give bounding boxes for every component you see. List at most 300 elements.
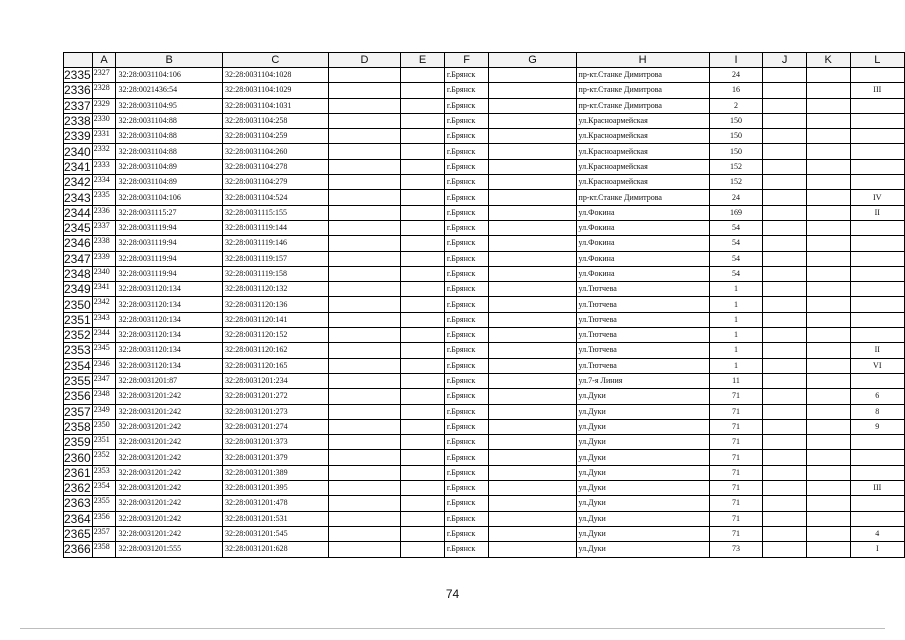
cell-b-cadastral-parent[interactable]: 32:28:0031120:134 <box>116 358 222 373</box>
cell-k[interactable] <box>806 129 850 144</box>
cell-k[interactable] <box>806 450 850 465</box>
cell-l[interactable] <box>850 144 904 159</box>
cell-g[interactable] <box>489 220 576 235</box>
cell-g[interactable] <box>489 266 576 281</box>
cell-g[interactable] <box>489 328 576 343</box>
cell-l[interactable] <box>850 373 904 388</box>
cell-k[interactable] <box>806 220 850 235</box>
cell-c-cadastral-number[interactable]: 32:28:0031104:1031 <box>222 98 328 113</box>
row-number[interactable]: 2365 <box>64 527 91 542</box>
cell-f-city[interactable]: г.Брянск <box>444 144 489 159</box>
cell-e[interactable] <box>401 266 445 281</box>
cell-f-city[interactable]: г.Брянск <box>444 465 489 480</box>
cell-k[interactable] <box>806 190 850 205</box>
cell-i-house[interactable]: 54 <box>709 236 762 251</box>
cell-d[interactable] <box>328 496 401 511</box>
cell-f-city[interactable]: г.Брянск <box>444 343 489 358</box>
cell-l[interactable] <box>850 98 904 113</box>
row-number[interactable]: 2341 <box>64 159 91 174</box>
cell-a[interactable]: 2358 <box>92 542 116 557</box>
cell-d[interactable] <box>328 190 401 205</box>
cell-b-cadastral-parent[interactable]: 32:28:0031115:27 <box>116 205 222 220</box>
cell-e[interactable] <box>401 251 445 266</box>
cell-h-street[interactable]: ул.7-я Линия <box>576 373 709 388</box>
cell-f-city[interactable]: г.Брянск <box>444 159 489 174</box>
cell-i-house[interactable]: 71 <box>709 526 762 541</box>
cell-b-cadastral-parent[interactable]: 32:28:0031201:87 <box>116 373 222 388</box>
cell-i-house[interactable]: 71 <box>709 419 762 434</box>
cell-a[interactable]: 2332 <box>92 144 116 159</box>
cell-a[interactable]: 2345 <box>92 343 116 358</box>
cell-d[interactable] <box>328 526 401 541</box>
cell-g[interactable] <box>489 435 576 450</box>
cell-j[interactable] <box>763 328 807 343</box>
cell-e[interactable] <box>401 343 445 358</box>
column-header[interactable]: K <box>806 53 850 68</box>
cell-h-street[interactable]: ул.Дуки <box>576 481 709 496</box>
cell-e[interactable] <box>401 190 445 205</box>
row-number[interactable]: 2336 <box>64 83 91 98</box>
row-number[interactable]: 2363 <box>64 496 91 511</box>
cell-e[interactable] <box>401 129 445 144</box>
cell-j[interactable] <box>763 282 807 297</box>
cell-a[interactable]: 2342 <box>92 297 116 312</box>
cell-b-cadastral-parent[interactable]: 32:28:0031120:134 <box>116 312 222 327</box>
cell-l[interactable] <box>850 328 904 343</box>
cell-i-house[interactable]: 150 <box>709 129 762 144</box>
cell-b-cadastral-parent[interactable]: 32:28:0031201:242 <box>116 419 222 434</box>
cell-c-cadastral-number[interactable]: 32:28:0031104:1028 <box>222 68 328 83</box>
cell-a[interactable]: 2340 <box>92 266 116 281</box>
cell-a[interactable]: 2331 <box>92 129 116 144</box>
cell-a[interactable]: 2349 <box>92 404 116 419</box>
cell-k[interactable] <box>806 404 850 419</box>
cell-b-cadastral-parent[interactable]: 32:28:0031201:242 <box>116 496 222 511</box>
cell-c-cadastral-number[interactable]: 32:28:0031201:272 <box>222 389 328 404</box>
cell-g[interactable] <box>489 373 576 388</box>
cell-g[interactable] <box>489 251 576 266</box>
cell-i-house[interactable]: 1 <box>709 282 762 297</box>
cell-e[interactable] <box>401 68 445 83</box>
cell-h-street[interactable]: пр-кт.Станке Димитрова <box>576 68 709 83</box>
cell-h-street[interactable]: пр-кт.Станке Димитрова <box>576 190 709 205</box>
cell-k[interactable] <box>806 205 850 220</box>
cell-f-city[interactable]: г.Брянск <box>444 297 489 312</box>
cell-a[interactable]: 2329 <box>92 98 116 113</box>
cell-h-street[interactable]: ул.Дуки <box>576 450 709 465</box>
cell-g[interactable] <box>489 129 576 144</box>
cell-i-house[interactable]: 152 <box>709 159 762 174</box>
row-number[interactable]: 2339 <box>64 129 91 144</box>
cell-l[interactable] <box>850 236 904 251</box>
cell-e[interactable] <box>401 481 445 496</box>
cell-i-house[interactable]: 71 <box>709 496 762 511</box>
cell-d[interactable] <box>328 236 401 251</box>
cell-g[interactable] <box>489 312 576 327</box>
cell-c-cadastral-number[interactable]: 32:28:0031104:258 <box>222 113 328 128</box>
cell-i-house[interactable]: 71 <box>709 435 762 450</box>
cell-b-cadastral-parent[interactable]: 32:28:0031119:94 <box>116 251 222 266</box>
cell-k[interactable] <box>806 251 850 266</box>
column-header[interactable]: F <box>444 53 489 68</box>
cell-a[interactable]: 2346 <box>92 358 116 373</box>
cell-c-cadastral-number[interactable]: 32:28:0031115:155 <box>222 205 328 220</box>
cell-j[interactable] <box>763 312 807 327</box>
cell-a[interactable]: 2348 <box>92 389 116 404</box>
cell-c-cadastral-number[interactable]: 32:28:0031201:478 <box>222 496 328 511</box>
cell-f-city[interactable]: г.Брянск <box>444 435 489 450</box>
cell-i-house[interactable]: 73 <box>709 542 762 557</box>
cell-e[interactable] <box>401 373 445 388</box>
cell-l[interactable] <box>850 297 904 312</box>
cell-g[interactable] <box>489 542 576 557</box>
cell-c-cadastral-number[interactable]: 32:28:0031201:545 <box>222 526 328 541</box>
cell-a[interactable]: 2355 <box>92 496 116 511</box>
cell-h-street[interactable]: пр-кт.Станке Димитрова <box>576 83 709 98</box>
cell-h-street[interactable]: ул.Дуки <box>576 496 709 511</box>
cell-a[interactable]: 2336 <box>92 205 116 220</box>
cell-f-city[interactable]: г.Брянск <box>444 129 489 144</box>
cell-l[interactable]: 6 <box>850 389 904 404</box>
cell-i-house[interactable]: 1 <box>709 343 762 358</box>
column-header[interactable]: I <box>709 53 762 68</box>
cell-a[interactable]: 2352 <box>92 450 116 465</box>
cell-g[interactable] <box>489 419 576 434</box>
cell-e[interactable] <box>401 328 445 343</box>
cell-k[interactable] <box>806 266 850 281</box>
cell-h-street[interactable]: ул.Фокина <box>576 266 709 281</box>
cell-i-house[interactable]: 71 <box>709 389 762 404</box>
cell-e[interactable] <box>401 144 445 159</box>
row-number[interactable]: 2364 <box>64 511 91 526</box>
row-number[interactable]: 2350 <box>64 297 91 312</box>
cell-k[interactable] <box>806 297 850 312</box>
cell-b-cadastral-parent[interactable]: 32:28:0031119:94 <box>116 220 222 235</box>
cell-j[interactable] <box>763 404 807 419</box>
cell-h-street[interactable]: ул.Красноармейская <box>576 175 709 190</box>
cell-l[interactable] <box>850 465 904 480</box>
cell-h-street[interactable]: ул.Красноармейская <box>576 129 709 144</box>
cell-a[interactable]: 2357 <box>92 526 116 541</box>
cell-e[interactable] <box>401 205 445 220</box>
cell-k[interactable] <box>806 481 850 496</box>
cell-f-city[interactable]: г.Брянск <box>444 389 489 404</box>
cell-l[interactable]: 8 <box>850 404 904 419</box>
cell-i-house[interactable]: 71 <box>709 511 762 526</box>
cell-i-house[interactable]: 24 <box>709 190 762 205</box>
cell-a[interactable]: 2354 <box>92 481 116 496</box>
row-number[interactable]: 2356 <box>64 389 91 404</box>
cell-d[interactable] <box>328 266 401 281</box>
cell-d[interactable] <box>328 144 401 159</box>
cell-j[interactable] <box>763 83 807 98</box>
cell-j[interactable] <box>763 175 807 190</box>
cell-e[interactable] <box>401 98 445 113</box>
cell-c-cadastral-number[interactable]: 32:28:0031201:373 <box>222 435 328 450</box>
cell-e[interactable] <box>401 389 445 404</box>
row-number[interactable]: 2353 <box>64 343 91 358</box>
cell-k[interactable] <box>806 144 850 159</box>
cell-h-street[interactable]: ул.Дуки <box>576 511 709 526</box>
cell-f-city[interactable]: г.Брянск <box>444 113 489 128</box>
cell-l[interactable]: III <box>850 83 904 98</box>
cell-i-house[interactable]: 1 <box>709 297 762 312</box>
cell-i-house[interactable]: 24 <box>709 68 762 83</box>
cell-l[interactable] <box>850 450 904 465</box>
cell-g[interactable] <box>489 404 576 419</box>
cell-b-cadastral-parent[interactable]: 32:28:0031120:134 <box>116 343 222 358</box>
cell-j[interactable] <box>763 236 807 251</box>
column-header[interactable]: H <box>576 53 709 68</box>
cell-g[interactable] <box>489 68 576 83</box>
cell-c-cadastral-number[interactable]: 32:28:0031104:524 <box>222 190 328 205</box>
cell-j[interactable] <box>763 542 807 557</box>
row-number[interactable]: 2335 <box>64 68 91 83</box>
cell-j[interactable] <box>763 526 807 541</box>
cell-g[interactable] <box>489 159 576 174</box>
cell-d[interactable] <box>328 297 401 312</box>
cell-c-cadastral-number[interactable]: 32:28:0031201:274 <box>222 419 328 434</box>
cell-d[interactable] <box>328 68 401 83</box>
row-number[interactable]: 2346 <box>64 236 91 251</box>
row-number[interactable]: 2348 <box>64 267 91 281</box>
cell-k[interactable] <box>806 68 850 83</box>
cell-a[interactable]: 2341 <box>92 282 116 297</box>
cell-b-cadastral-parent[interactable]: 32:28:0031201:242 <box>116 511 222 526</box>
cell-i-house[interactable]: 2 <box>709 98 762 113</box>
cell-l[interactable] <box>850 129 904 144</box>
cell-g[interactable] <box>489 144 576 159</box>
cell-b-cadastral-parent[interactable]: 32:28:0031201:555 <box>116 542 222 557</box>
cell-e[interactable] <box>401 83 445 98</box>
cell-h-street[interactable]: ул.Дуки <box>576 465 709 480</box>
cell-a[interactable]: 2353 <box>92 465 116 480</box>
cell-a[interactable]: 2350 <box>92 419 116 434</box>
cell-l[interactable] <box>850 496 904 511</box>
cell-j[interactable] <box>763 511 807 526</box>
cell-h-street[interactable]: пр-кт.Станке Димитрова <box>576 98 709 113</box>
cell-e[interactable] <box>401 312 445 327</box>
cell-f-city[interactable]: г.Брянск <box>444 542 489 557</box>
cell-k[interactable] <box>806 83 850 98</box>
cell-g[interactable] <box>489 389 576 404</box>
cell-d[interactable] <box>328 404 401 419</box>
cell-a[interactable]: 2328 <box>92 83 116 98</box>
cell-c-cadastral-number[interactable]: 32:28:0031201:389 <box>222 465 328 480</box>
cell-b-cadastral-parent[interactable]: 32:28:0031201:242 <box>116 389 222 404</box>
cell-l[interactable]: III <box>850 481 904 496</box>
cell-f-city[interactable]: г.Брянск <box>444 358 489 373</box>
cell-h-street[interactable]: ул.Тютчева <box>576 358 709 373</box>
cell-k[interactable] <box>806 419 850 434</box>
cell-l[interactable]: 9 <box>850 419 904 434</box>
cell-a[interactable]: 2339 <box>92 251 116 266</box>
cell-j[interactable] <box>763 450 807 465</box>
cell-g[interactable] <box>489 496 576 511</box>
cell-d[interactable] <box>328 282 401 297</box>
cell-g[interactable] <box>489 358 576 373</box>
cell-j[interactable] <box>763 389 807 404</box>
cell-e[interactable] <box>401 542 445 557</box>
cell-c-cadastral-number[interactable]: 32:28:0031104:279 <box>222 175 328 190</box>
cell-j[interactable] <box>763 98 807 113</box>
cell-b-cadastral-parent[interactable]: 32:28:0031119:94 <box>116 236 222 251</box>
cell-f-city[interactable]: г.Брянск <box>444 481 489 496</box>
cell-d[interactable] <box>328 220 401 235</box>
cell-a[interactable]: 2330 <box>92 113 116 128</box>
cell-h-street[interactable]: ул.Тютчева <box>576 282 709 297</box>
cell-f-city[interactable]: г.Брянск <box>444 312 489 327</box>
cell-a[interactable]: 2338 <box>92 236 116 251</box>
cell-f-city[interactable]: г.Брянск <box>444 419 489 434</box>
cell-d[interactable] <box>328 175 401 190</box>
cell-d[interactable] <box>328 358 401 373</box>
cell-f-city[interactable]: г.Брянск <box>444 496 489 511</box>
cell-l[interactable] <box>850 435 904 450</box>
cell-g[interactable] <box>489 343 576 358</box>
cell-c-cadastral-number[interactable]: 32:28:0031119:144 <box>222 220 328 235</box>
cell-k[interactable] <box>806 435 850 450</box>
cell-b-cadastral-parent[interactable]: 32:28:0031104:88 <box>116 144 222 159</box>
cell-i-house[interactable]: 1 <box>709 328 762 343</box>
column-header[interactable]: A <box>92 53 116 68</box>
cell-j[interactable] <box>763 435 807 450</box>
cell-b-cadastral-parent[interactable]: 32:28:0031104:89 <box>116 159 222 174</box>
cell-c-cadastral-number[interactable]: 32:28:0031119:157 <box>222 251 328 266</box>
cell-j[interactable] <box>763 129 807 144</box>
cell-l[interactable] <box>850 511 904 526</box>
cell-e[interactable] <box>401 465 445 480</box>
cell-h-street[interactable]: ул.Красноармейская <box>576 113 709 128</box>
cell-i-house[interactable]: 71 <box>709 450 762 465</box>
cell-g[interactable] <box>489 297 576 312</box>
cell-c-cadastral-number[interactable]: 32:28:0031104:278 <box>222 159 328 174</box>
cell-k[interactable] <box>806 328 850 343</box>
column-header[interactable]: L <box>850 53 904 68</box>
cell-d[interactable] <box>328 251 401 266</box>
column-header[interactable]: J <box>763 53 807 68</box>
row-number[interactable]: 2342 <box>64 175 91 190</box>
cell-c-cadastral-number[interactable]: 32:28:0031201:395 <box>222 481 328 496</box>
cell-h-street[interactable]: ул.Дуки <box>576 389 709 404</box>
cell-j[interactable] <box>763 251 807 266</box>
cell-j[interactable] <box>763 220 807 235</box>
cell-i-house[interactable]: 150 <box>709 144 762 159</box>
column-header[interactable]: B <box>116 53 222 68</box>
column-header[interactable]: G <box>489 53 576 68</box>
cell-j[interactable] <box>763 113 807 128</box>
cell-h-street[interactable]: ул.Дуки <box>576 526 709 541</box>
cell-l[interactable]: 4 <box>850 526 904 541</box>
cell-j[interactable] <box>763 419 807 434</box>
cell-l[interactable] <box>850 68 904 83</box>
cell-d[interactable] <box>328 328 401 343</box>
cell-k[interactable] <box>806 98 850 113</box>
cell-e[interactable] <box>401 496 445 511</box>
cell-i-house[interactable]: 152 <box>709 175 762 190</box>
cell-k[interactable] <box>806 373 850 388</box>
row-number[interactable]: 2344 <box>64 205 91 220</box>
cell-h-street[interactable]: ул.Дуки <box>576 404 709 419</box>
cell-b-cadastral-parent[interactable]: 32:28:0031104:106 <box>116 68 222 83</box>
cell-e[interactable] <box>401 435 445 450</box>
cell-f-city[interactable]: г.Брянск <box>444 83 489 98</box>
cell-j[interactable] <box>763 297 807 312</box>
cell-j[interactable] <box>763 68 807 83</box>
cell-d[interactable] <box>328 450 401 465</box>
cell-d[interactable] <box>328 129 401 144</box>
cell-l[interactable]: II <box>850 343 904 358</box>
cell-h-street[interactable]: ул.Фокина <box>576 220 709 235</box>
cell-b-cadastral-parent[interactable]: 32:28:0031201:242 <box>116 481 222 496</box>
cell-c-cadastral-number[interactable]: 32:28:0031120:152 <box>222 328 328 343</box>
row-number[interactable]: 2360 <box>64 450 91 465</box>
cell-g[interactable] <box>489 113 576 128</box>
cell-f-city[interactable]: г.Брянск <box>444 526 489 541</box>
cell-c-cadastral-number[interactable]: 32:28:0031201:273 <box>222 404 328 419</box>
cell-h-street[interactable]: ул.Фокина <box>576 205 709 220</box>
row-number[interactable]: 2338 <box>64 114 91 129</box>
cell-i-house[interactable]: 54 <box>709 220 762 235</box>
cell-f-city[interactable]: г.Брянск <box>444 450 489 465</box>
cell-l[interactable]: VI <box>850 358 904 373</box>
cell-h-street[interactable]: ул.Тютчева <box>576 328 709 343</box>
cell-h-street[interactable]: ул.Дуки <box>576 435 709 450</box>
cell-a[interactable]: 2351 <box>92 435 116 450</box>
cell-e[interactable] <box>401 511 445 526</box>
cell-b-cadastral-parent[interactable]: 32:28:0031120:134 <box>116 297 222 312</box>
row-number[interactable]: 2347 <box>64 251 91 266</box>
cell-d[interactable] <box>328 343 401 358</box>
cell-l[interactable] <box>850 312 904 327</box>
cell-i-house[interactable]: 169 <box>709 205 762 220</box>
cell-f-city[interactable]: г.Брянск <box>444 98 489 113</box>
cell-l[interactable]: I <box>850 542 904 557</box>
row-number[interactable]: 2362 <box>64 481 91 496</box>
cell-d[interactable] <box>328 419 401 434</box>
cell-e[interactable] <box>401 450 445 465</box>
cell-b-cadastral-parent[interactable]: 32:28:0031104:88 <box>116 113 222 128</box>
cell-i-house[interactable]: 1 <box>709 358 762 373</box>
row-number[interactable]: 2357 <box>64 404 91 419</box>
row-number[interactable]: 2359 <box>64 435 91 450</box>
cell-h-street[interactable]: ул.Тютчева <box>576 343 709 358</box>
cell-i-house[interactable]: 1 <box>709 312 762 327</box>
cell-e[interactable] <box>401 113 445 128</box>
cell-a[interactable]: 2344 <box>92 328 116 343</box>
cell-d[interactable] <box>328 435 401 450</box>
cell-e[interactable] <box>401 404 445 419</box>
cell-d[interactable] <box>328 542 401 557</box>
row-number[interactable]: 2354 <box>64 358 91 373</box>
cell-l[interactable] <box>850 266 904 281</box>
cell-i-house[interactable]: 71 <box>709 404 762 419</box>
cell-k[interactable] <box>806 175 850 190</box>
cell-l[interactable] <box>850 159 904 174</box>
cell-i-house[interactable]: 54 <box>709 251 762 266</box>
cell-g[interactable] <box>489 511 576 526</box>
cell-l[interactable] <box>850 175 904 190</box>
cell-g[interactable] <box>489 205 576 220</box>
cell-h-street[interactable]: ул.Фокина <box>576 236 709 251</box>
cell-c-cadastral-number[interactable]: 32:28:0031201:234 <box>222 373 328 388</box>
cell-k[interactable] <box>806 159 850 174</box>
cell-c-cadastral-number[interactable]: 32:28:0031104:260 <box>222 144 328 159</box>
cell-i-house[interactable]: 54 <box>709 266 762 281</box>
cell-c-cadastral-number[interactable]: 32:28:0031120:136 <box>222 297 328 312</box>
cell-e[interactable] <box>401 297 445 312</box>
row-number[interactable]: 2361 <box>64 465 91 480</box>
